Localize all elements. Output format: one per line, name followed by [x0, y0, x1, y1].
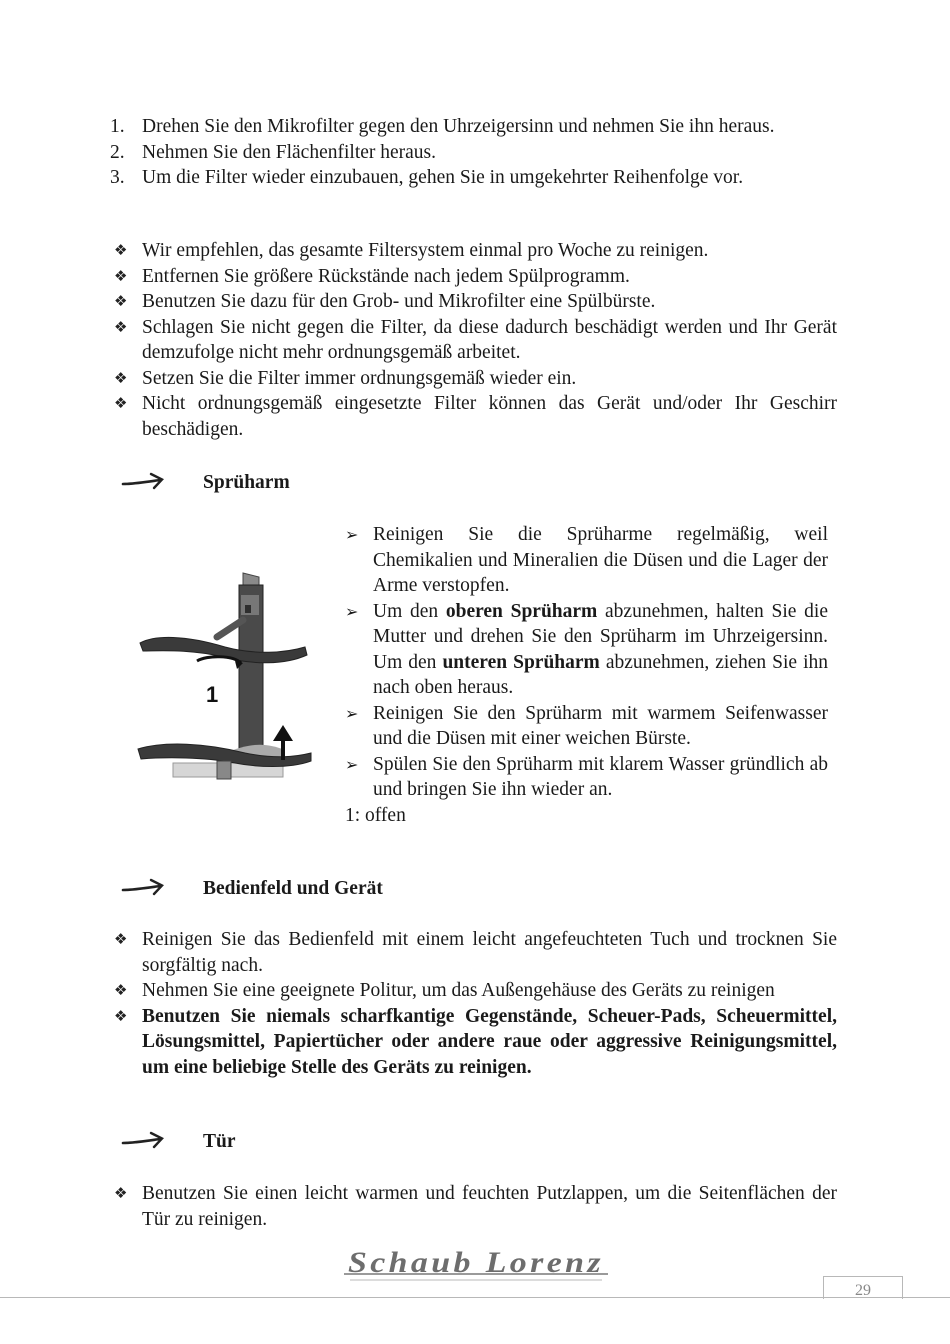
- section-heading-door: Tür: [120, 1129, 520, 1159]
- brand-logo: [340, 1238, 612, 1286]
- diamond-bullet-icon: ❖: [114, 292, 128, 310]
- page-number: 29: [823, 1276, 903, 1299]
- chevron-bullet-icon: ➢: [345, 754, 359, 774]
- figure-label: 1: [206, 682, 219, 707]
- control-panel-tips: [110, 927, 837, 1080]
- tip-item: ❖ Nehmen Sie eine geeignete Politur, um das Außengehäuse des Geräts zu reinigen: [110, 978, 837, 1004]
- step-item: 2. Nehmen Sie den Flächenfilter heraus.: [110, 141, 437, 163]
- figure-caption: 1: offen: [345, 804, 406, 826]
- warning-item: ❖ Benutzen Sie niemals scharfkantige Gegenstände, Scheuer-Pads, Scheuermittel, Lösungsmittel, Papiertücher oder andere raue oder aggressive Reinigungsmittel, um eine beliebige Stelle des Geräts zu reinigen.: [114, 1005, 837, 1078]
- diamond-bullet-icon: ❖: [114, 368, 128, 387]
- section-arrow-icon: [120, 876, 168, 900]
- filter-tips: [110, 238, 837, 442]
- spray-item: ➢ Um den oberen Sprüharm abzunehmen, halten Sie die Mutter und drehen Sie den Sprüharm im Uhrzeigersinn. Um den unteren Sprüharm abzunehmen, ziehen Sie ihn nach oben heraus.: [345, 600, 828, 698]
- section-heading-spray-arm: Sprüharm: [120, 470, 520, 500]
- diamond-bullet-icon: ❖: [114, 930, 128, 948]
- footer-rule: [0, 1297, 950, 1298]
- tip-item: ❖ Wir empfehlen, das gesamte Filtersystem einmal pro Woche zu reinigen.: [110, 238, 837, 264]
- step-item: 1. Drehen Sie den Mikrofilter gegen den Uhrzeigersinn und nehmen Sie ihn heraus.: [110, 116, 775, 137]
- diamond-bullet-icon: ❖: [114, 266, 128, 285]
- chevron-bullet-icon: ➢: [345, 601, 359, 621]
- tip-item: ❖ Reinigen Sie das Bedienfeld mit einem leicht angefeuchteten Tuch und trocknen Sie sorgfältig nach.: [114, 929, 837, 976]
- spray-item: ➢ Spülen Sie den Sprüharm mit klarem Wasser gründlich ab und bringen Sie ihn wieder an.: [345, 753, 828, 800]
- diamond-bullet-icon: ❖: [114, 241, 128, 259]
- diamond-bullet-icon: ❖: [114, 1184, 128, 1202]
- section-heading-control-panel: Bedienfeld und Gerät: [120, 876, 520, 906]
- filter-steps: [110, 114, 837, 191]
- diamond-bullet-icon: ❖: [114, 981, 128, 999]
- section-arrow-icon: [120, 1129, 168, 1153]
- tip-item: ❖ Benutzen Sie einen leicht warmen und feuchten Putzlappen, um die Seitenflächen der Tür zu reinigen.: [114, 1183, 837, 1230]
- tip-item: ❖ Schlagen Sie nicht gegen die Filter, da diese dadurch beschädigt werden und Ihr Gerät demzufolge nicht mehr ordnungsgemäß arbeitet.: [114, 316, 837, 363]
- spray-arm-instructions: [345, 522, 828, 828]
- step-item: 3. Um die Filter wieder einzubauen, gehen Sie in umgekehrter Reihenfolge vor.: [110, 167, 744, 188]
- tip-item: ❖ Benutzen Sie dazu für den Grob- und Mikrofilter eine Spülbürste.: [110, 289, 837, 315]
- section-arrow-icon: [120, 470, 168, 494]
- spray-item: ➢ Reinigen Sie die Sprüharme regelmäßig, weil Chemikalien und Mineralien die Düsen und die Lager der Arme verstopfen.: [345, 524, 828, 596]
- diamond-bullet-icon: ❖: [114, 1006, 128, 1025]
- chevron-bullet-icon: ➢: [345, 525, 359, 544]
- tip-item: ❖ Nicht ordnungsgemäß eingesetzte Filter können das Gerät und/oder Ihr Geschirr beschädigen.: [114, 393, 837, 440]
- diamond-bullet-icon: ❖: [114, 394, 128, 412]
- chevron-bullet-icon: ➢: [345, 703, 359, 723]
- spray-item: ➢ Reinigen Sie den Sprüharm mit warmem Seifenwasser und die Düsen mit einer weichen Bürste.: [345, 702, 828, 749]
- diamond-bullet-icon: ❖: [114, 317, 128, 336]
- tip-item: ❖ Entfernen Sie größere Rückstände nach jedem Spülprogramm.: [110, 264, 837, 290]
- spray-arm-figure: [135, 565, 315, 790]
- door-tips: [110, 1181, 837, 1232]
- tip-item: ❖ Setzen Sie die Filter immer ordnungsgemäß wieder ein.: [110, 366, 837, 392]
- brand-logo-text: Schaub Lorenz: [348, 1246, 604, 1279]
